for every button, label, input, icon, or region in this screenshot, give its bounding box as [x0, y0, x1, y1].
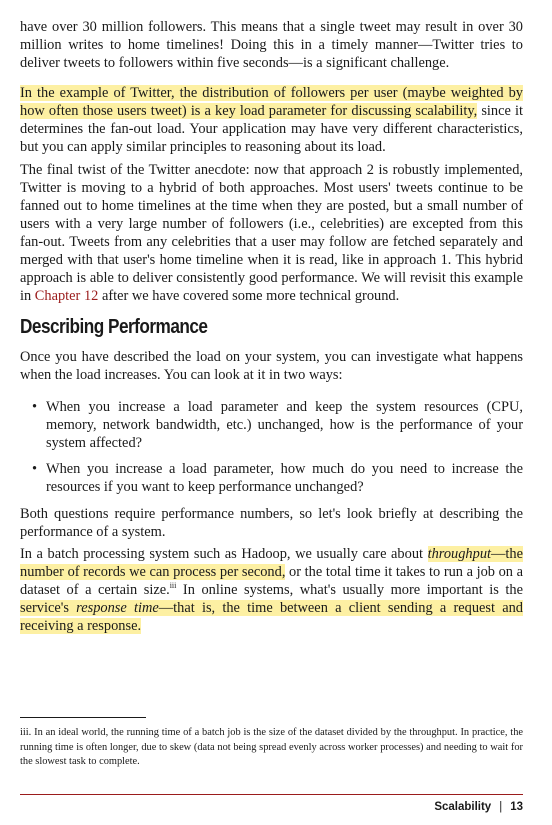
page-number: 13 — [510, 801, 523, 813]
list-item — [20, 398, 523, 452]
footer-section-title: Scalability — [434, 801, 492, 813]
paragraph-text: or the total time it takes to run a job on a dataset of a certain size. — [20, 564, 524, 598]
footnote-reference[interactable]: iii — [169, 581, 177, 591]
highlight-text: service's — [20, 600, 77, 616]
paragraph-hybrid-approach — [20, 161, 523, 305]
page-footer — [434, 801, 523, 813]
paragraph-text: after we have covered some more technical ground. — [98, 288, 400, 304]
list-item — [20, 460, 523, 496]
paragraph-text: In online systems, what's usually more important is the — [176, 582, 523, 598]
paragraph-load-increases: Once you have described the load on your system, you can investigate what happens when the load increases. You can look at it in two ways: — [20, 349, 523, 383]
footer-separator: | — [499, 801, 503, 813]
section-heading: Describing Performance — [20, 316, 208, 338]
list-item-text: When you increase a load parameter and keep the system resources (CPU, memory, network bandwidth, etc.) unchanged, how is the performance of your system affected? — [46, 399, 523, 451]
paragraph-text: since it determines the fan-out load. Your application may have very different characteristics, but you can apply similar principles to reasoning about its load. — [20, 103, 523, 155]
book-page — [20, 0, 523, 825]
highlight-response-time[interactable] — [20, 600, 523, 634]
footer-divider — [20, 794, 523, 795]
bullet-list — [20, 398, 523, 496]
paragraph-load-parameter — [20, 84, 523, 156]
paragraph-performance-numbers: Both questions require performance numbers, so let's look briefly at describing the performance of a system. — [20, 506, 523, 540]
highlight-load-parameter[interactable]: In the example of Twitter, the distribution of followers per user (maybe weighted by how often those users tweet) is a key load parameter for discussing scalability, — [20, 85, 523, 119]
list-item-text: When you increase a load parameter, how much do you need to increase the resources if you want to keep performance unchanged? — [46, 461, 523, 495]
paragraph-text: In a batch processing system such as Hadoop, we usually care about — [20, 546, 428, 562]
paragraph-twitter-followers: have over 30 million followers. This means that a single tweet may result in over 30 million writes to home timelines! Doing this in a timely manner—Twitter tries to deliver tweets to followers within five seconds—is a significant challenge. — [20, 19, 523, 71]
paragraph-text: The final twist of the Twitter anecdote: now that approach 2 is robustly implemented, Twitter is moving to a hybrid of both approaches. Most users' tweets continue to be fanned out to home timelines at the time when they are posted, but a small number of users with a very large number of followers (i.e., celebrities) are excepted from this fan-out. Tweets from any celebrities that a user may follow are fetched separately and merged with that user's home timeline when it is read, like in approach 1. This hybrid approach is able to deliver consistently good performance. We will revisit this example in — [20, 162, 523, 304]
footnote-text: In an ideal world, the running time of a batch job is the size of the dataset divided by the throughput. In practice, the running time is often longer, due to skew (data not being spread evenly across worker processes) and needing to wait for the slowest task to complete. — [20, 727, 523, 767]
footnote — [20, 726, 523, 770]
highlight-text: —that is, the time between a client sending a request and receiving a response. — [20, 600, 523, 634]
highlight-text: —the number of records we can process per second, — [20, 546, 523, 580]
paragraph-throughput — [20, 545, 523, 635]
emphasis-response-time: response time — [76, 600, 159, 616]
bullet-icon: • — [32, 461, 38, 477]
footnote-marker: iii. — [20, 727, 32, 738]
chapter-12-link[interactable]: Chapter 12 — [34, 288, 99, 304]
bullet-icon: • — [32, 399, 38, 415]
emphasis-throughput: throughput — [427, 546, 492, 562]
footnote-divider — [20, 717, 146, 718]
